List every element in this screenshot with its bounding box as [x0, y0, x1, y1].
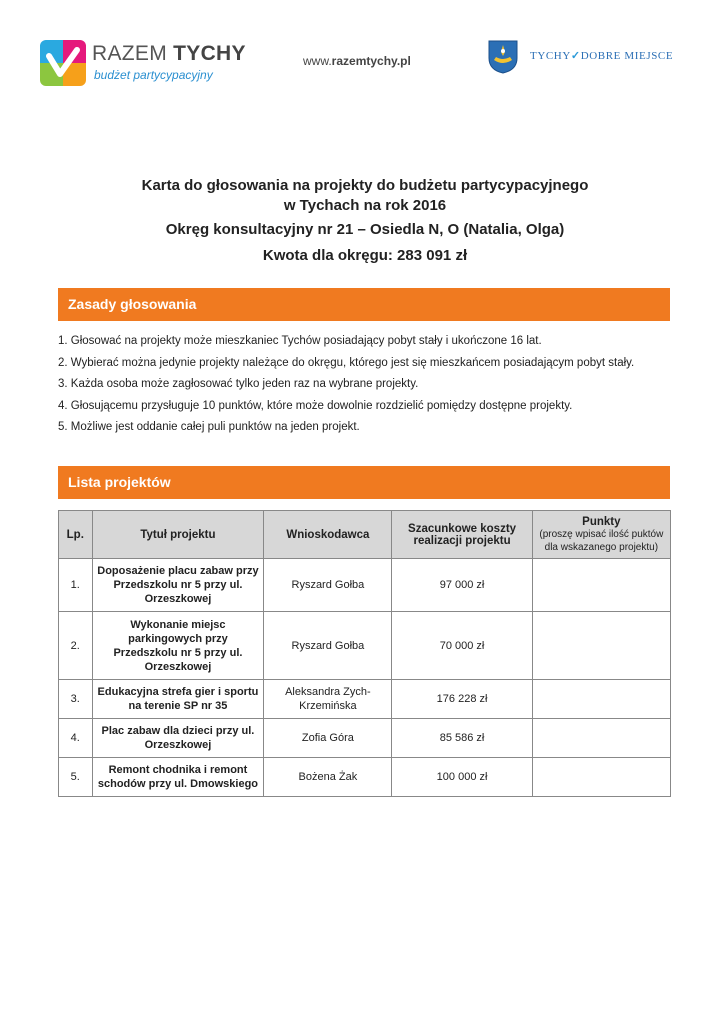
column-header-cost: Szacunkowe koszty realizacji projektu — [392, 511, 532, 559]
column-header-lp: Lp. — [59, 511, 93, 559]
row-lp: 2. — [59, 612, 93, 680]
rules-section-heading: Zasady głosowania — [58, 288, 670, 321]
column-header-points — [532, 511, 670, 559]
table-row — [59, 758, 671, 797]
district-name: Okręg konsultacyjny nr 21 – Osiedla N, O (Natalia, Olga) — [165, 221, 565, 238]
row-cost: 85 586 zł — [392, 719, 532, 758]
logo-title: RAZEM TYCHY — [92, 42, 246, 65]
points-input-cell[interactable] — [532, 719, 670, 758]
rule-item: 5. Możliwe jest oddanie całej puli punktów na jeden projekt. — [58, 421, 360, 433]
table-row — [59, 719, 671, 758]
rule-item: 3. Każda osoba może zagłosować tylko jeden raz na wybrane projekty. — [58, 378, 419, 390]
razem-tychy-logo — [40, 40, 246, 88]
row-author: Zofia Góra — [264, 719, 392, 758]
title-block — [40, 176, 690, 266]
tychy-city-logo — [488, 40, 693, 76]
rule-item: 1. Głosować na projekty może mieszkaniec Tychów posiadający pobyt stały i ukończone 16 lat. — [58, 335, 542, 347]
row-cost: 176 228 zł — [392, 680, 532, 719]
row-lp: 3. — [59, 680, 93, 719]
column-header-points-note: (proszę wpisać ilość puktów dla wskazanego projektu) — [539, 528, 664, 553]
row-title: Doposażenie placu zabaw przy Przedszkolu nr 5 przy ul. Orzeszkowej — [92, 559, 264, 612]
points-input-cell[interactable] — [532, 612, 670, 680]
rule-item: 2. Wybierać można jedynie projekty należące do okręgu, którego jest się mieszkańcem posiadającym pobyt stały. — [58, 356, 635, 369]
district-amount: Kwota dla okręgu: 283 091 zł — [262, 247, 468, 264]
table-header-row — [59, 511, 671, 559]
column-header-author: Wnioskodawca — [264, 511, 392, 559]
row-author: Bożena Żak — [264, 758, 392, 797]
rules-list — [58, 331, 688, 439]
logo-subtitle: budżet partycypacyjny — [94, 68, 213, 82]
row-cost: 97 000 zł — [392, 559, 532, 612]
points-input-cell[interactable] — [532, 758, 670, 797]
points-input-cell[interactable] — [532, 559, 670, 612]
row-cost: 100 000 zł — [392, 758, 532, 797]
table-row — [59, 612, 671, 680]
rule-item: 4. Głosującemu przysługuje 10 punktów, które może dowolnie rozdzielić pomiędzy dostępne projekty. — [58, 399, 573, 412]
row-title: Edukacyjna strefa gier i sportu na terenie SP nr 35 — [92, 680, 264, 719]
razem-tychy-logo-mark-icon — [40, 40, 86, 86]
table-row — [59, 559, 671, 612]
tychy-slogan: TYCHY✓DOBRE MIEJSCE — [530, 50, 674, 62]
row-lp: 1. — [59, 559, 93, 612]
projects-table — [58, 510, 671, 797]
site-url-link[interactable]: www.razemtychy.pl — [303, 54, 411, 68]
document-title-line1: Karta do głosowania na projekty do budżetu partycypacyjnego — [141, 177, 589, 194]
row-lp: 5. — [59, 758, 93, 797]
row-author: Ryszard Gołba — [264, 612, 392, 680]
table-row — [59, 680, 671, 719]
row-title: Remont chodnika i remont schodów przy ul. Dmowskiego — [92, 758, 264, 797]
column-header-title: Tytuł projektu — [92, 511, 264, 559]
row-author: Ryszard Gołba — [264, 559, 392, 612]
row-lp: 4. — [59, 719, 93, 758]
page-header — [0, 0, 728, 110]
checkmark-icon: ✓ — [570, 50, 581, 62]
row-cost: 70 000 zł — [392, 612, 532, 680]
points-input-cell[interactable] — [532, 680, 670, 719]
row-title: Plac zabaw dla dzieci przy ul. Orzeszkowej — [92, 719, 264, 758]
row-title: Wykonanie miejsc parkingowych przy Przedszkolu nr 5 przy ul. Orzeszkowej — [92, 612, 264, 680]
row-author: Aleksandra Zych-Krzemińska — [264, 680, 392, 719]
document-title-line2: w Tychach na rok 2016 — [283, 197, 447, 214]
tychy-crest-icon — [488, 40, 518, 74]
projects-section-heading: Lista projektów — [58, 466, 670, 499]
column-header-points-label: Punkty — [582, 515, 621, 528]
